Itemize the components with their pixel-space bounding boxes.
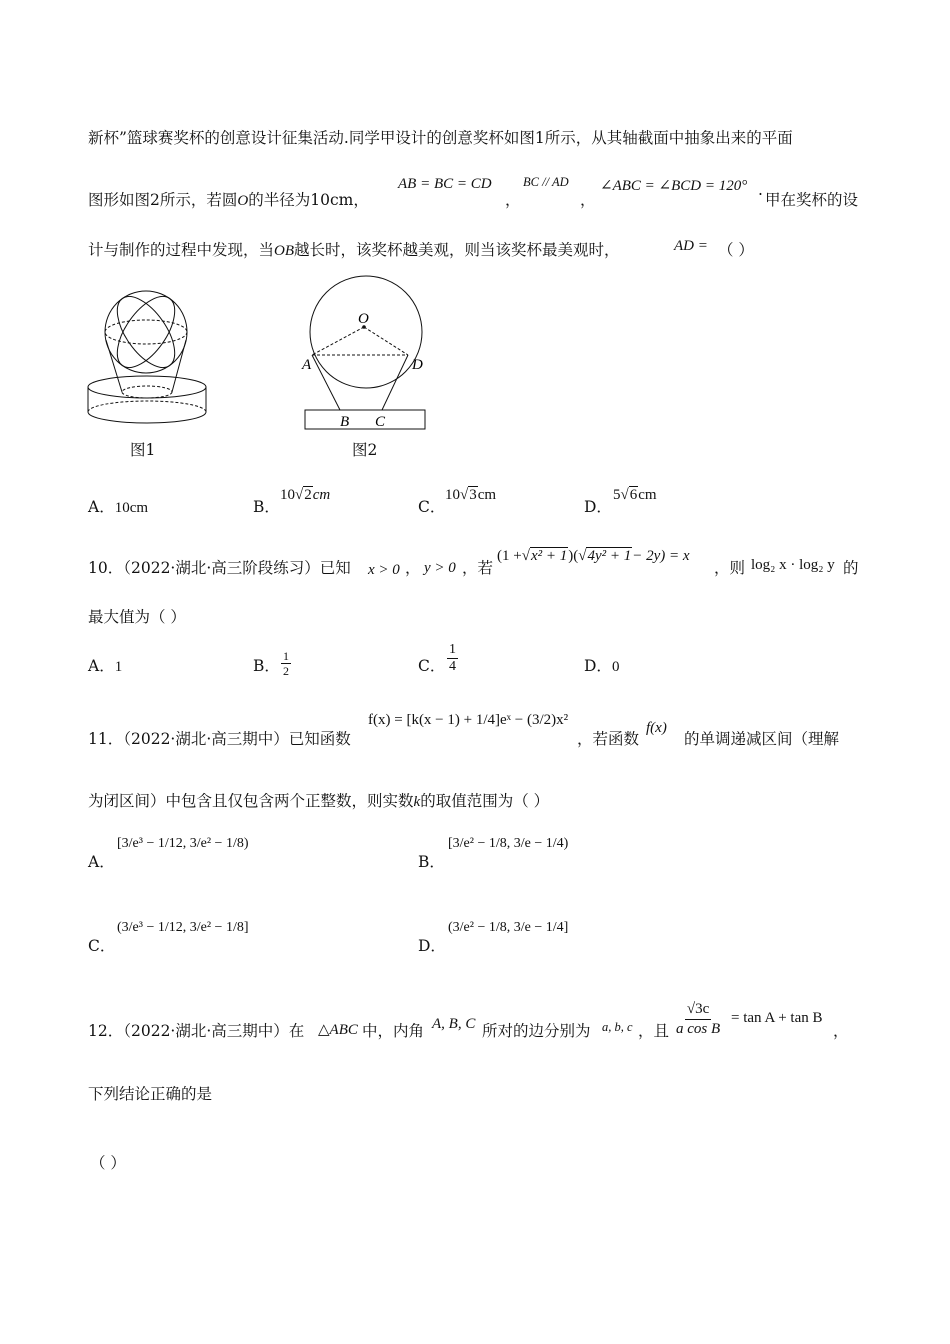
figure-1-label: 图1 [130,441,156,459]
q11-mid: ，若函数 [577,730,640,748]
answer-blank: （ ） [718,241,754,259]
q11-line2: 为闭区间）中包含且仅包含两个正整数，则实数k的取值范围为（ ） [88,792,550,810]
q11-option-a[interactable]: A． [88,853,115,871]
q12-mid2: 所对的边分别为 [482,1022,591,1040]
q11-option-b-value: [3/e² − 1/8, 3/e − 1/4) [448,836,569,851]
q9-line2-tail: 甲在奖杯的设 [765,191,859,209]
label-O: O [358,311,369,327]
q10-ruo: ，若 [462,559,494,577]
q12-eq-right: = tan A + tan B [731,1010,823,1026]
q10-option-a[interactable]: A．1 [88,657,123,675]
q9-option-a[interactable]: A．10cm [88,498,149,516]
figure-2-label: 图2 [352,441,378,459]
cond-bc-parallel-ad: BC // AD [523,175,569,189]
comma: ， [505,191,521,209]
segment-ab [312,355,340,410]
q12-line2: 下列结论正确的是 [88,1085,213,1103]
q10-cond-y: y > 0 [424,560,456,576]
ad-equals: AD = [674,238,708,254]
comma: ， [580,191,596,209]
q9-option-b[interactable]: B． [253,498,280,516]
q11-option-c[interactable]: C． [88,937,116,955]
q12-sides: a, b, c [602,1020,633,1034]
label-C: C [375,414,386,430]
segment-oa [312,327,364,355]
q12-line1: 12．（2022·湖北·高三期中）在 [88,1022,305,1040]
label-A: A [302,357,312,373]
segment-cd [382,355,408,410]
figure-1-trophy [84,282,210,432]
q11-option-c-value: (3/e³ − 1/12, 3/e² − 1/8] [117,920,249,935]
q10-de: 的 [843,559,859,577]
q10-option-d[interactable]: D．0 [584,657,620,675]
segment-od [364,327,408,355]
label-B: B [340,414,350,430]
q9-option-c-value: 10√3cm [445,487,497,503]
q11-option-d[interactable]: D． [418,937,446,955]
q10-option-c-frac: $\frac{1}{4}$ [449,642,456,674]
q9-line1: 新杯”篮球赛奖杯的创意设计征集活动.同学甲设计的创意奖杯如图1所示，从其轴截面中抽象出来的平面 [88,129,793,147]
cond-angles: ∠ABC = ∠BCD = 120° [600,178,748,194]
q11-option-d-value: (3/e² − 1/8, 3/e − 1/4] [448,920,569,935]
q9-option-b-value: 10√2cm [280,487,331,503]
base-rect [305,410,425,429]
q12-mid3: ，且 [638,1022,670,1040]
q12-answer-blank: （ ） [90,1154,126,1172]
q12-mid1: 中，内角 [362,1022,425,1040]
q9-option-d-value: 5√6cm [613,487,657,503]
q9-option-d[interactable]: D． [584,498,612,516]
q10-log-expr: log₂ x · log₂ y [751,557,835,573]
q10-cond-x: x > 0 [368,562,400,578]
segment-OB: OB [274,243,295,259]
q11-option-b[interactable]: B． [418,853,445,871]
q10-line2: 最大值为（ ） [88,608,186,626]
period: . [758,181,763,199]
circle-o [310,276,422,388]
q11-line1: 11．（2022·湖北·高三期中）已知函数 [88,730,351,748]
q11-option-a-value: [3/e³ − 1/12, 3/e² − 1/8) [117,836,249,851]
q11-function: f(x) = [k(x − 1) + 1/4]eˣ − (3/2)x² [368,712,569,728]
comma: ， [405,559,421,577]
q11-tail: 的单调递减区间（理解 [684,730,840,748]
q10-option-c[interactable]: C． [418,657,446,675]
q9-line2: 图形如图2所示，若圆O的半径为10cm， [88,191,369,209]
q10-option-b[interactable]: B． [253,657,280,675]
q10-line1: 10．（2022·湖北·高三阶段练习）已知 [88,559,351,577]
q10-equation: (1 +√x² + 1)(√4y² + 1− 2y) = x [497,548,690,564]
q9-line3: 计与制作的过程中发现，当OB越长时，该奖杯越美观，则当该奖杯最美观时， [88,241,620,259]
q12-angles: A, B, C [432,1016,476,1032]
figure-2-section [296,265,436,435]
base-top [88,376,206,398]
q12-triangle: △ABC [318,1022,358,1038]
q9-option-c[interactable]: C． [418,498,446,516]
q10-then: ，则 [714,559,746,577]
comma: ， [833,1022,849,1040]
q11-fx: f(x) [646,720,667,736]
q10-option-b-frac: $\frac{1}{2}$ [283,649,289,678]
label-D: D [412,357,423,373]
circle-O: O [237,193,249,209]
cond-ab-bc-cd: AB = BC = CD [398,176,492,192]
q12-fraction: $\frac{√3c}{\text{a cos B}}$ [676,1001,721,1037]
